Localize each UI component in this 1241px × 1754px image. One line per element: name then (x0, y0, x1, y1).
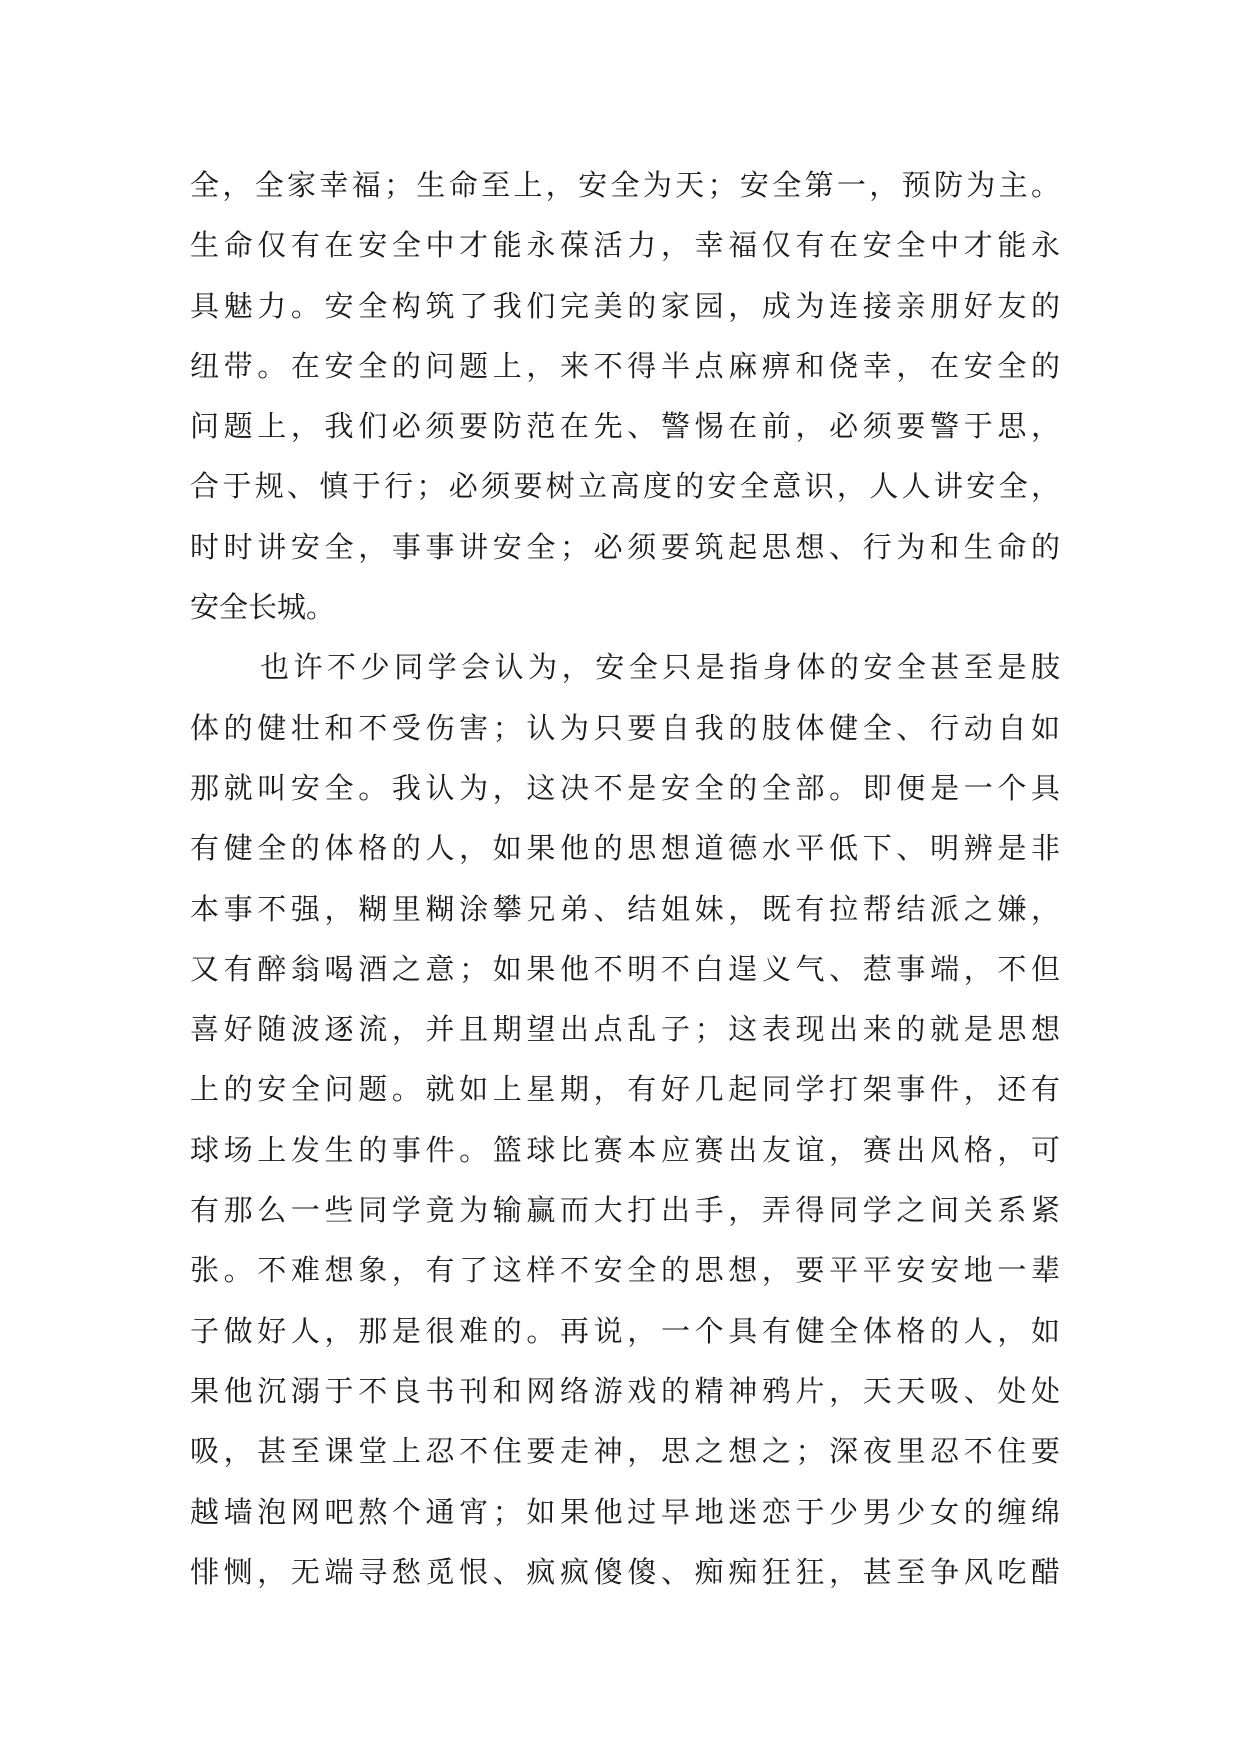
text-line: 喜好随波逐流，并且期望出点乱子；这表现出来的就是思想 (190, 1012, 1060, 1047)
text-line: 张。不难想象，有了这样不安全的思想，要平平安安地一辈 (190, 1253, 1060, 1288)
text-line: 体的健壮和不受伤害；认为只要自我的肢体健全、行动自如 (190, 710, 1060, 745)
text-line: 本事不强，糊里糊涂攀兄弟、结姐妹，既有拉帮结派之嫌， (190, 891, 1060, 926)
text-line: 球场上发生的事件。篮球比赛本应赛出友谊，赛出风格，可 (190, 1132, 1060, 1167)
text-line: 生命仅有在安全中才能永葆活力，幸福仅有在安全中才能永 (190, 228, 1060, 263)
text-line: 又有醉翁喝酒之意；如果他不明不白逞义气、惹事端，不但 (190, 951, 1060, 986)
text-line: 纽带。在安全的问题上，来不得半点麻痹和侥幸，在安全的 (190, 348, 1060, 383)
text-line: 有那么一些同学竟为输赢而大打出手，弄得同学之间关系紧 (190, 1193, 1060, 1228)
paragraph-start-line: 也许不少同学会认为，安全只是指身体的安全甚至是肢 (260, 650, 1060, 685)
text-line: 越墙泡网吧熬个通宵；如果他过早地迷恋于少男少女的缠绵 (190, 1494, 1060, 1529)
text-line: 果他沉溺于不良书刊和网络游戏的精神鸦片，天天吸、处处 (190, 1373, 1060, 1408)
text-line: 上的安全问题。就如上星期，有好几起同学打架事件，还有 (190, 1072, 1060, 1107)
text-line: 全，全家幸福；生命至上，安全为天；安全第一，预防为主。 (190, 168, 1060, 202)
body-text (190, 155, 1060, 1602)
text-line: 有健全的体格的人，如果他的思想道德水平低下、明辨是非 (190, 831, 1060, 866)
text-line: 吸，甚至课堂上忍不住要走神，思之想之；深夜里忍不住要 (190, 1434, 1060, 1469)
text-line: 问题上，我们必须要防范在先、警惕在前，必须要警于思， (190, 409, 1060, 444)
text-line: 子做好人，那是很难的。再说，一个具有健全体格的人，如 (190, 1313, 1060, 1348)
text-line: 合于规、慎于行；必须要树立高度的安全意识，人人讲安全， (190, 469, 1060, 504)
text-line: 时时讲安全，事事讲安全；必须要筑起思想、行为和生命的 (190, 529, 1060, 564)
text-line: 那就叫安全。我认为，这决不是安全的全部。即便是一个具 (190, 770, 1060, 805)
text-line: 具魅力。安全构筑了我们完美的家园，成为连接亲朋好友的 (190, 288, 1060, 323)
text-line: 安全长城。 (190, 590, 336, 625)
text-line: 悱恻，无端寻愁觅恨、疯疯傻傻、痴痴狂狂，甚至争风吃醋 (190, 1554, 1060, 1589)
